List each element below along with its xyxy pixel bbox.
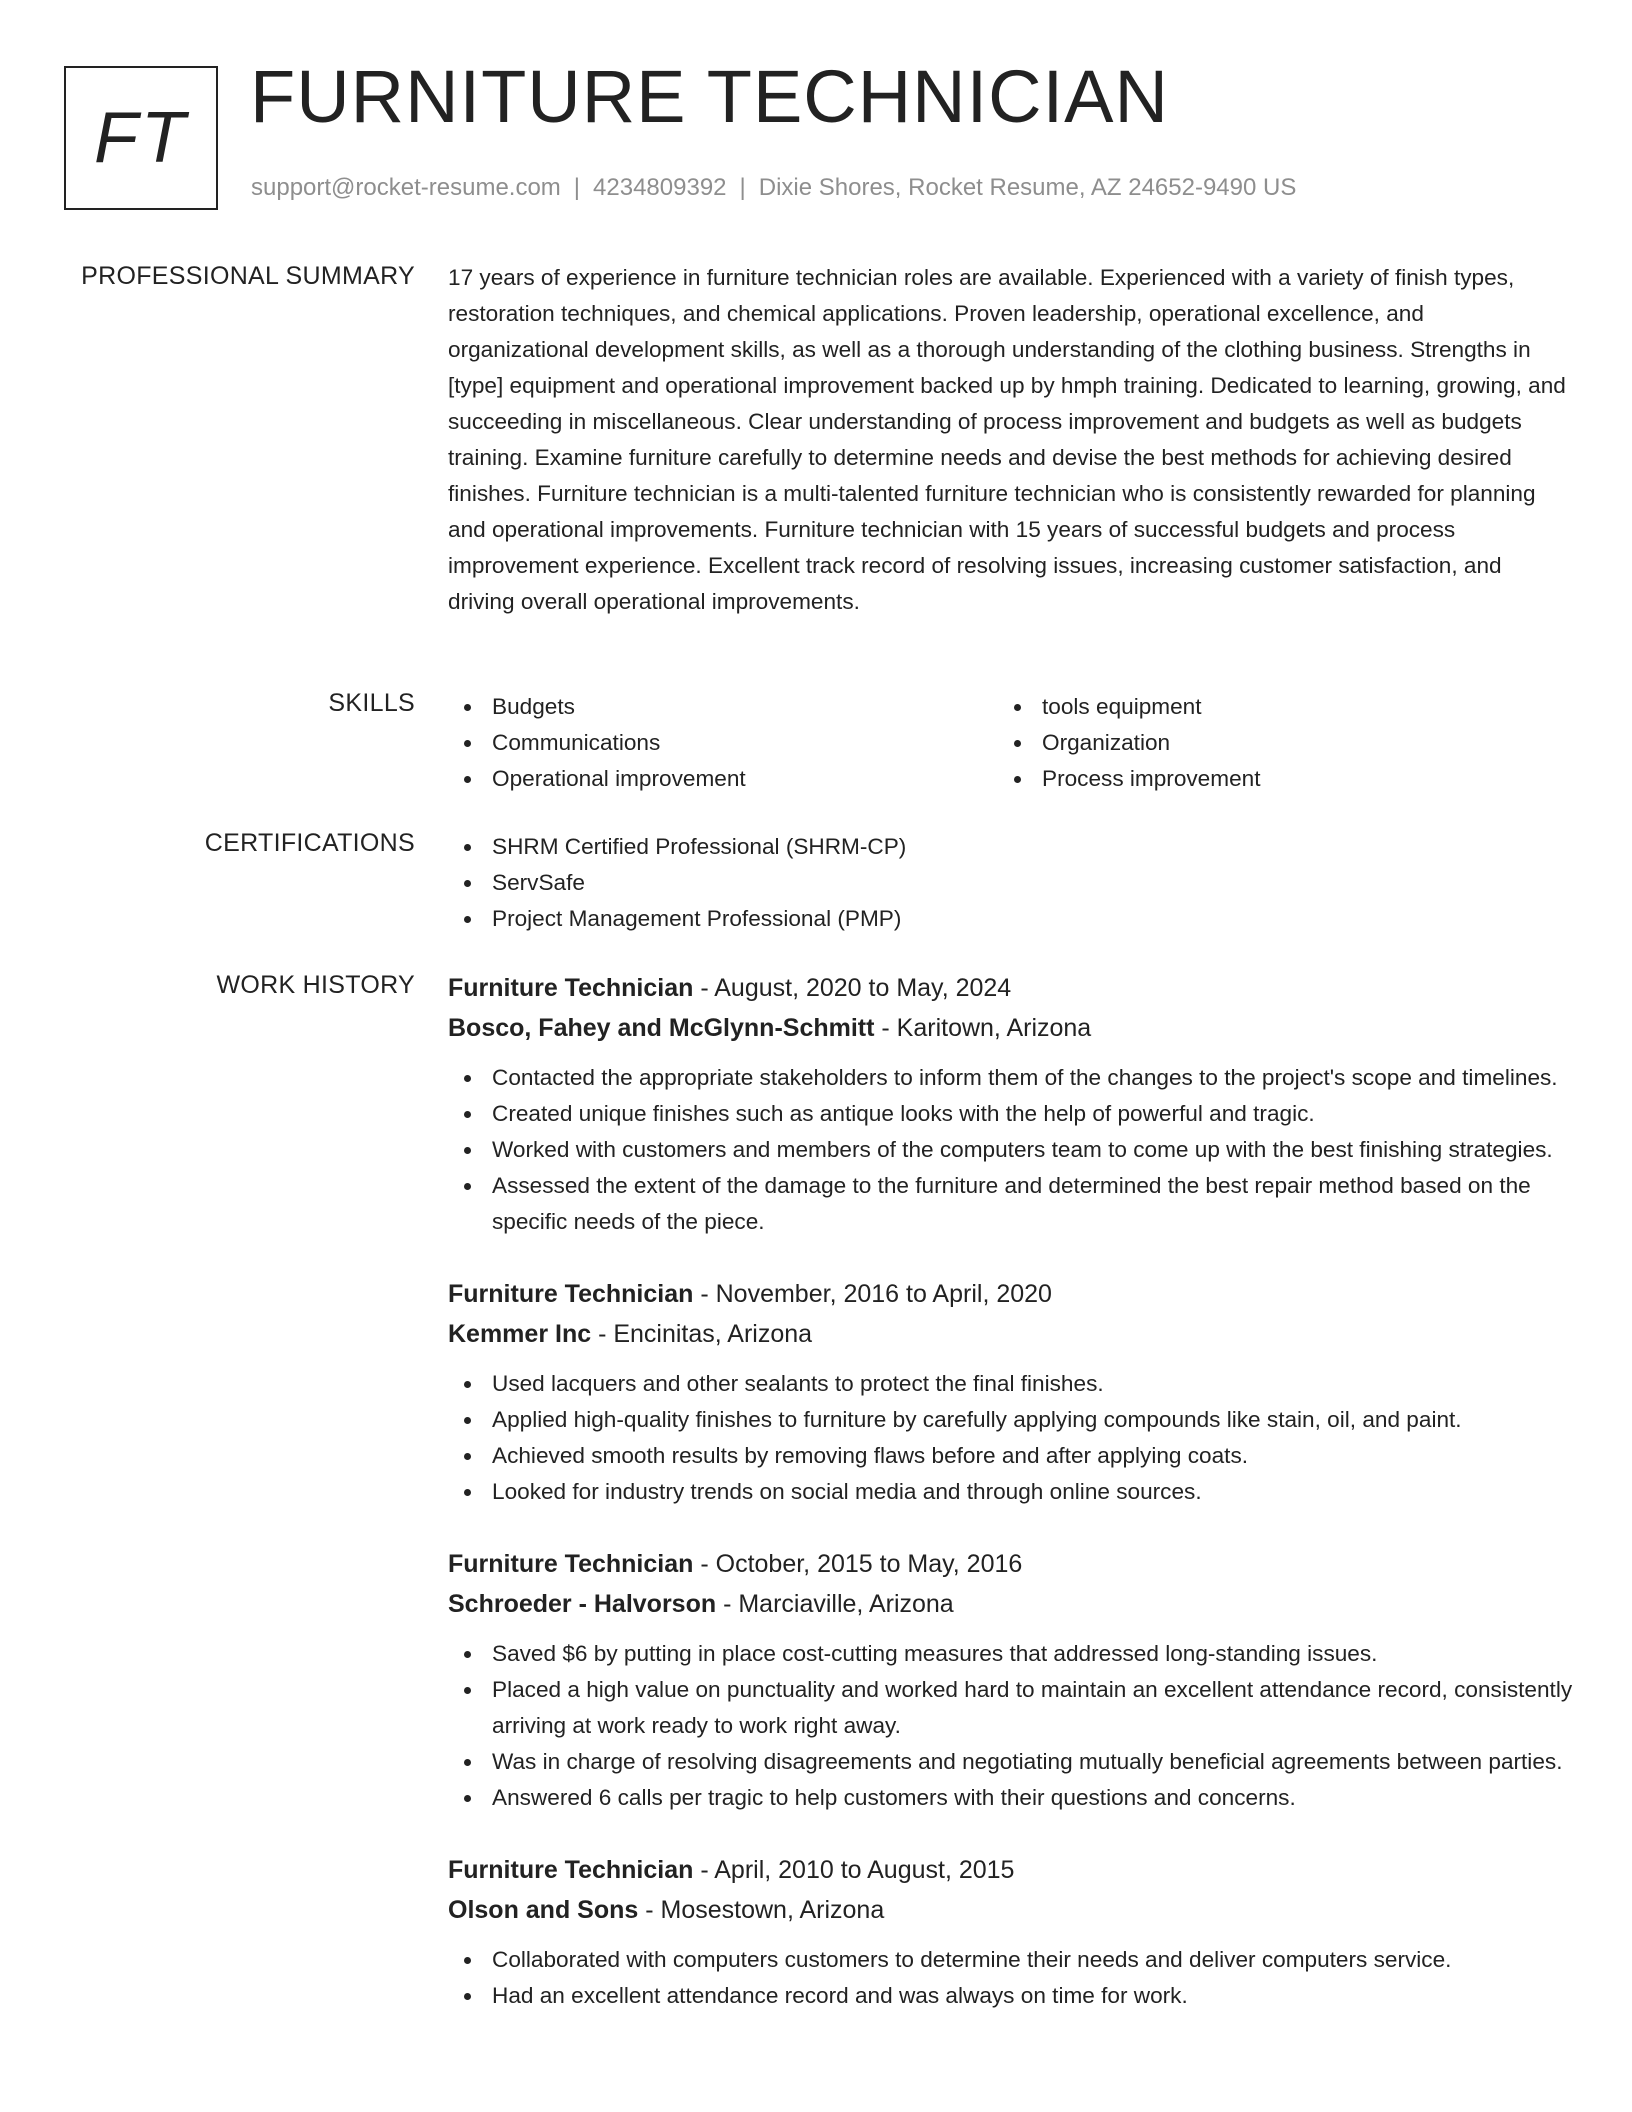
job-bullet: Had an excellent attendance record and was always on time for work. [448, 1978, 1574, 2014]
job-bullet: Saved $6 by putting in place cost-cutting measures that addressed long-standing issues. [448, 1636, 1574, 1672]
certifications-section [448, 829, 1568, 937]
job-company-line [448, 1584, 1574, 1624]
job-title-line [448, 1274, 1574, 1314]
work-history-heading: WORK HISTORY [216, 971, 415, 999]
job-title-line [448, 968, 1574, 1008]
skill-item: Budgets [448, 689, 988, 725]
certification-item: SHRM Certified Professional (SHRM-CP) [448, 829, 1568, 865]
contact-email: support@rocket-resume.com [251, 174, 561, 201]
skills-column-left [448, 689, 988, 797]
resume-title: FURNITURE TECHNICIAN [250, 55, 1169, 138]
job-title: Furniture Technician [448, 1856, 694, 1884]
job-bullet: Used lacquers and other sealants to protect the final finishes. [448, 1366, 1574, 1402]
job-bullets [448, 1060, 1574, 1240]
job-title-line [448, 1544, 1574, 1584]
job-location: - Mosestown, Arizona [638, 1896, 885, 1924]
certifications-list [448, 829, 1568, 937]
job-bullet: Looked for industry trends on social media and through online sources. [448, 1474, 1574, 1510]
contact-address: Dixie Shores, Rocket Resume, AZ 24652-9490 US [758, 174, 1297, 201]
job-company-line [448, 1890, 1574, 1930]
job-bullet: Assessed the extent of the damage to the furniture and determined the best repair method based on the specific needs of the piece. [448, 1168, 1574, 1240]
job-bullet: Collaborated with computers customers to determine their needs and deliver computers service. [448, 1942, 1574, 1978]
job-dates: - August, 2020 to May, 2024 [693, 974, 1012, 1002]
certification-item: Project Management Professional (PMP) [448, 901, 1568, 937]
job-bullet: Placed a high value on punctuality and worked hard to maintain an excellent attendance record, consistently arriving at work ready to work right away. [448, 1672, 1574, 1744]
skill-item: Organization [998, 725, 1538, 761]
job-bullet: Was in charge of resolving disagreements and negotiating mutually beneficial agreements between parties. [448, 1744, 1574, 1780]
job-title: Furniture Technician [448, 1550, 694, 1578]
skills-heading: SKILLS [328, 689, 415, 717]
job-bullet: Applied high-quality finishes to furniture by carefully applying compounds like stain, oil, and paint. [448, 1402, 1574, 1438]
job-bullet: Contacted the appropriate stakeholders to inform them of the changes to the project's scope and timelines. [448, 1060, 1574, 1096]
certifications-heading: CERTIFICATIONS [204, 829, 415, 857]
job-bullet: Achieved smooth results by removing flaws before and after applying coats. [448, 1438, 1574, 1474]
monogram-initials: FT [64, 66, 218, 210]
job-location: - Marciaville, Arizona [716, 1590, 954, 1618]
certification-item: ServSafe [448, 865, 1568, 901]
job-company: Schroeder - Halvorson [448, 1590, 717, 1618]
skill-item: Communications [448, 725, 988, 761]
job-entry [448, 1274, 1574, 1510]
job-bullet: Answered 6 calls per tragic to help customers with their questions and concerns. [448, 1780, 1574, 1816]
job-company-line [448, 1314, 1574, 1354]
contact-separator: | [739, 174, 746, 201]
job-bullets [448, 1942, 1574, 2014]
contact-line [251, 174, 1296, 202]
job-title: Furniture Technician [448, 1280, 694, 1308]
skill-item: tools equipment [998, 689, 1538, 725]
job-location: - Karitown, Arizona [874, 1014, 1092, 1042]
job-company-line [448, 1008, 1574, 1048]
job-bullet: Worked with customers and members of the computers team to come up with the best finishing strategies. [448, 1132, 1574, 1168]
skills-list-left [448, 689, 988, 797]
job-bullets [448, 1366, 1574, 1510]
work-history-section [448, 968, 1574, 2048]
job-bullets [448, 1636, 1574, 1816]
job-dates: - April, 2010 to August, 2015 [693, 1856, 1015, 1884]
job-company: Olson and Sons [448, 1896, 639, 1924]
job-company: Bosco, Fahey and McGlynn-Schmitt [448, 1014, 875, 1042]
skills-list-right [998, 689, 1538, 797]
job-entry [448, 1850, 1574, 2014]
job-title: Furniture Technician [448, 974, 694, 1002]
job-entry [448, 1544, 1574, 1816]
job-company: Kemmer Inc [448, 1320, 592, 1348]
skills-column-right [998, 689, 1538, 797]
job-dates: - November, 2016 to April, 2020 [693, 1280, 1052, 1308]
summary-heading: PROFESSIONAL SUMMARY [81, 262, 415, 290]
job-entry [448, 968, 1574, 1240]
job-title-line [448, 1850, 1574, 1890]
job-bullet: Created unique finishes such as antique looks with the help of powerful and tragic. [448, 1096, 1574, 1132]
contact-phone: 4234809392 [593, 174, 727, 201]
contact-separator: | [573, 174, 581, 201]
job-dates: - October, 2015 to May, 2016 [693, 1550, 1023, 1578]
skill-item: Operational improvement [448, 761, 988, 797]
summary-text: 17 years of experience in furniture technician roles are available. Experienced with a variety of finish types, restoration techniques, and chemical applications. Proven leadership, operational excellence, and organizational development skills, as well as a thorough understanding of the clothing business. Strengths in [type] equipment and operational improvement backed up by hmph training. Dedicated to learning, growing, and succeeding in miscellaneous. Clear understanding of process improvement and budgets as well as budgets training. Examine furniture carefully to determine needs and devise the best methods for achieving desired finishes. Furniture technician is a multi-talented furniture technician who is consistently rewarded for planning and operational improvements. Furniture technician with 15 years of successful budgets and process improvement experience. Excellent track record of resolving issues, increasing customer satisfaction, and driving overall operational improvements. [448, 265, 1566, 614]
job-location: - Encinitas, Arizona [591, 1320, 813, 1348]
skill-item: Process improvement [998, 761, 1538, 797]
